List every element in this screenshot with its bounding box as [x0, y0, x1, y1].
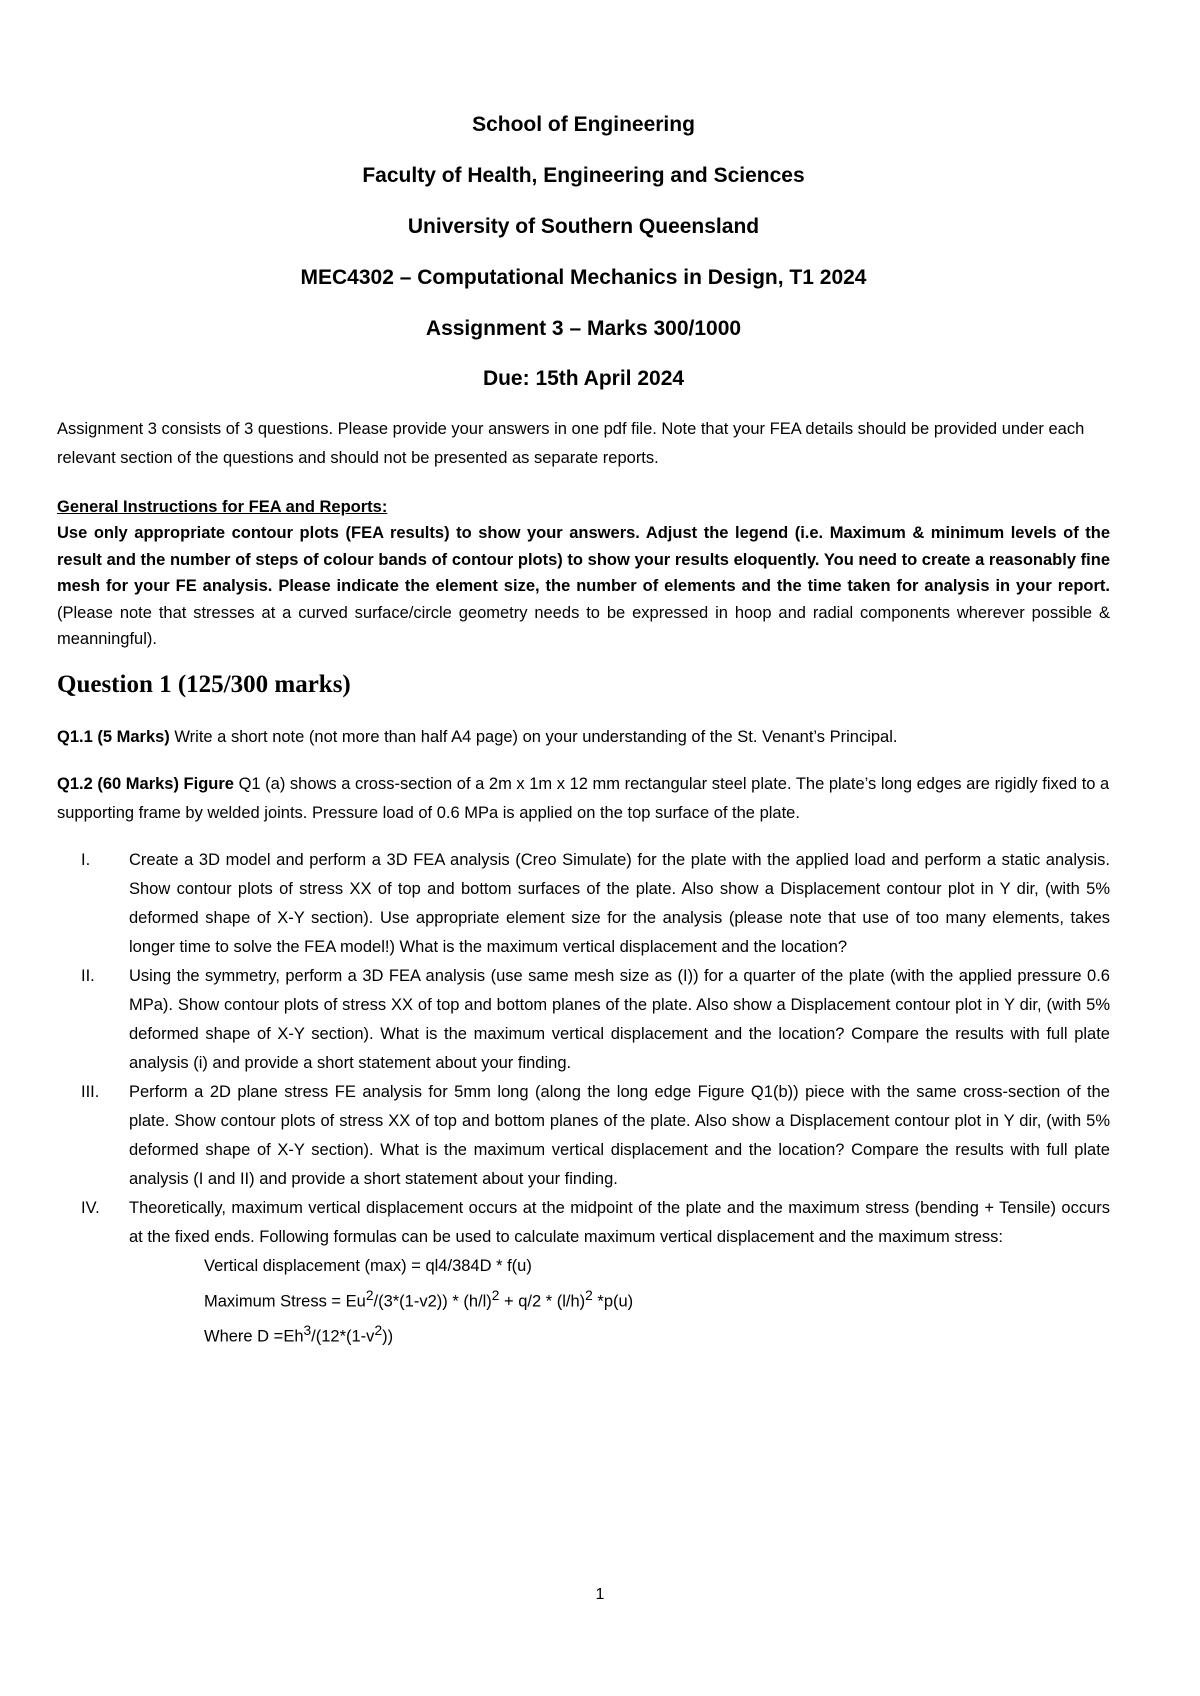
intro-paragraph: Assignment 3 consists of 3 questions. Please provide your answers in one pdf file. Note that your FEA details should be provided under each relevant section of the questions and should not be presented as separate reports.	[57, 420, 1085, 467]
list-item-text: Create a 3D model and perform a 3D FEA analysis (Creo Simulate) for the plate with the applied load and perform a static analysis. Show contour plots of stress XX of top and bottom surfaces of the plate. Also show a Displacement contour plot in Y dir, (with 5% deformed shape of X-Y section). Use appropriate element size for the analysis (please note that use of too many elements, takes longer time to solve the FEA model!) What is the maximum vertical displacement and the location?	[129, 850, 1110, 956]
page-number: 1	[595, 1586, 605, 1603]
general-instructions-bold: Use only appropriate contour plots (FEA results) to show your answers. Adjust the legend (i.e. Maximum & minimum levels of the result and the number of steps of colour bands of contour plots) to show your results eloquently. You need to create a reasonably fine mesh for your FE analysis. Please indicate the element size, the number of elements and the time taken for analysis in your report.	[57, 524, 1110, 595]
school-title: School of Engineering	[472, 113, 695, 136]
list-item-number: I.	[81, 850, 91, 869]
list-item	[57, 1194, 1110, 1252]
formula-part: /(3*(1-v2)) * (h/l)	[373, 1292, 492, 1310]
formula-vertical-displacement: Vertical displacement (max) = ql4/384D * f(u)	[204, 1256, 532, 1275]
course-title: MEC4302 – Computational Mechanics in Design, T1 2024	[300, 266, 867, 289]
list-item	[57, 962, 1110, 1078]
formula-part: + q/2 * (l/h)	[499, 1292, 586, 1310]
formula-maximum-stress	[57, 1281, 1110, 1317]
formula-flexural-rigidity	[57, 1316, 1110, 1352]
q1-1-paragraph	[57, 723, 1110, 752]
q1-2-text: Q1 (a) shows a cross-section of a 2m x 1m x 12 mm rectangular steel plate. The plate’s long edges are rigidly fixed to a supporting frame by welded joints. Pressure load of 0.6 MPa is applied on the top surface of the plate.	[57, 774, 1110, 822]
university-title: University of Southern Queensland	[407, 215, 760, 238]
formula-part: *p(u)	[592, 1292, 634, 1310]
faculty-title: Faculty of Health, Engineering and Sciences	[362, 164, 805, 187]
list-item-number: II.	[81, 966, 95, 985]
list-item-text: Theoretically, maximum vertical displacement occurs at the midpoint of the plate and the maximum stress (bending + Tensile) occurs at the fixed ends. Following formulas can be used to calculate maximum vertical displacement and the maximum stress:	[129, 1198, 1110, 1246]
q1-2-label: Q1.2 (60 Marks) Figure	[57, 774, 234, 793]
list-item-text: Perform a 2D plane stress FE analysis for 5mm long (along the long edge Figure Q1(b)) piece with the same cross-section of the plate. Show contour plots of stress XX of top and bottom planes of the plate. Also show a Displacement contour plot in Y dir, (with 5% deformed shape of X-Y section). What is the maximum vertical displacement and the location? Compare the results with full plate analysis (I and II) and provide a short statement about your finding.	[129, 1082, 1110, 1188]
formula-part: ))	[382, 1327, 394, 1346]
q1-1-label: Q1.1 (5 Marks)	[57, 727, 170, 746]
due-date: Due: 15th April 2024	[482, 367, 685, 390]
formula-superscript: 2	[491, 1287, 500, 1303]
list-item-text: Using the symmetry, perform a 3D FEA analysis (use same mesh size as (I)) for a quarter of the plate (with the applied pressure 0.6 MPa). Show contour plots of stress XX of top and bottom planes of the plate. Also show a Displacement contour plot in Y dir, (with 5% deformed shape of X-Y section). What is the maximum vertical displacement and the location? Compare the results with full plate analysis (i) and provide a short statement about your finding.	[129, 966, 1110, 1072]
formula-superscript: 2	[585, 1287, 593, 1303]
list-item-number: III.	[81, 1082, 100, 1101]
list-item	[57, 1078, 1110, 1194]
list-item	[57, 846, 1110, 962]
general-instructions-title: General Instructions for FEA and Reports:	[57, 498, 388, 516]
formula-part: Maximum Stress = Eu	[204, 1292, 366, 1310]
formula-part: Where D =Eh	[204, 1327, 304, 1346]
general-instructions-paragraph	[57, 520, 1110, 653]
list-item-number: IV.	[81, 1198, 100, 1217]
q1-2-task-list	[57, 846, 1110, 1252]
q1-2-paragraph	[57, 770, 1110, 828]
formula-superscript: 2	[374, 1323, 383, 1338]
formula-superscript: 2	[365, 1287, 374, 1303]
formula-superscript: 3	[303, 1323, 312, 1338]
question-1-heading: Question 1 (125/300 marks)	[57, 670, 351, 698]
q1-1-text: Write a short note (not more than half A4 page) on your understanding of the St. Venant’s Principal.	[169, 727, 898, 746]
assignment-title: Assignment 3 – Marks 300/1000	[425, 317, 742, 340]
page-content	[57, 112, 1110, 1352]
general-instructions-note: (Please note that stresses at a curved surface/circle geometry needs to be expressed in hoop and radial components wherever possible & meanningful).	[57, 603, 1110, 648]
formula-part: /(12*(1-v	[311, 1327, 375, 1346]
